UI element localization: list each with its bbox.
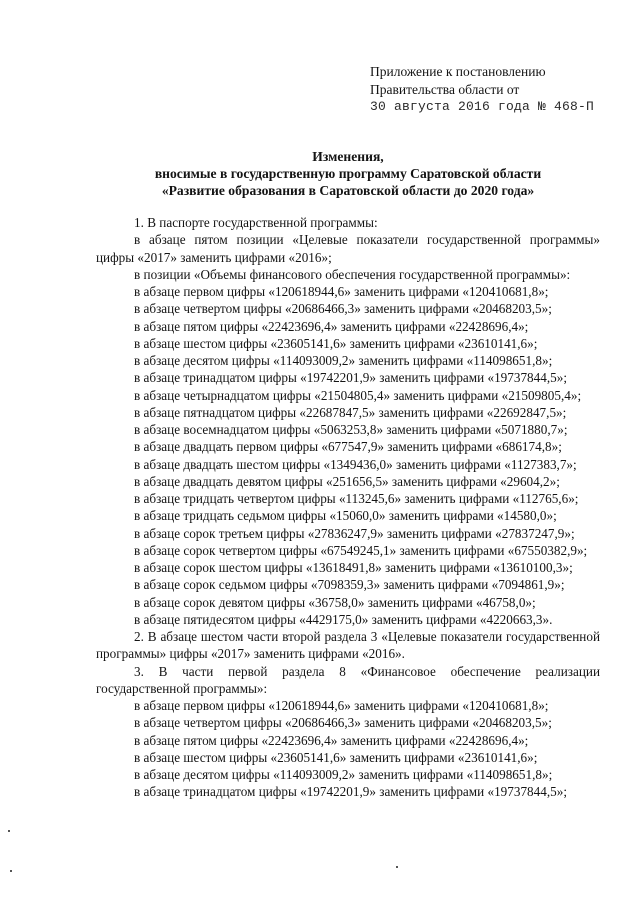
section-2-heading: 2. В абзаце шестом части второй раздела 3 «Целевые показатели государственной программы» цифры «2017» заменить цифрами «2016». xyxy=(96,629,600,662)
paragraph: в абзаце первом цифры «120618944,6» заменить цифрами «120410681,8»; xyxy=(134,284,549,299)
paragraph: в абзаце двадцать первом цифры «677547,9» заменить цифрами «686174,8»; xyxy=(134,439,562,455)
paragraph: в абзаце тридцать седьмом цифры «15060,0» заменить цифрами «14580,0»; xyxy=(134,508,557,524)
section-1-heading: 1. В паспорте государственной программы: xyxy=(134,215,378,230)
document-title xyxy=(96,148,600,199)
title-line-1: Изменения, xyxy=(312,149,384,164)
paragraph: в абзаце пятидесятом цифры «4429175,0» заменить цифрами «4220663,3». xyxy=(134,611,553,627)
paragraph: в абзаце десятом цифры «114093009,2» заменить цифрами «114098651,8»; xyxy=(134,767,553,782)
paragraph: в абзаце десятом цифры «114093009,2» заменить цифрами «114098651,8»; xyxy=(134,353,553,368)
scan-speck xyxy=(10,870,12,872)
paragraph: в абзаце сорок третьем цифры «27836247,9» заменить цифрами «27837247,9»; xyxy=(134,525,575,541)
appendix-block xyxy=(370,63,632,116)
title-line-2: вносимые в государственную программу Саратовской области xyxy=(154,166,542,181)
paragraph: в абзаце сорок четвертом цифры «67549245,1» заменить цифрами «67550382,9»; xyxy=(134,542,588,558)
paragraph: в абзаце двадцать девятом цифры «251656,5» заменить цифрами «29604,2»; xyxy=(134,473,560,489)
paragraph: в абзаце четвертом цифры «20686466,3» заменить цифрами «20468203,5»; xyxy=(134,715,552,731)
document-body xyxy=(96,214,600,801)
paragraph: в позиции «Объемы финансового обеспечения государственной программы»: xyxy=(134,266,571,282)
paragraph: в абзаце пятом позиции «Целевые показатели государственной программы» цифры «2017» заменить цифрами «2016»; xyxy=(96,232,600,265)
paragraph: в абзаце пятнадцатом цифры «22687847,5» заменить цифрами «22692847,5»; xyxy=(134,404,567,420)
paragraph: в абзаце тридцать четвертом цифры «113245,6» заменить цифрами «112765,6»; xyxy=(134,491,579,506)
paragraph: в абзаце пятом цифры «22423696,4» заменить цифрами «22428696,4»; xyxy=(134,732,529,748)
appendix-line-2: Правительства области от xyxy=(370,81,520,97)
paragraph: в абзаце первом цифры «120618944,6» заменить цифрами «120410681,8»; xyxy=(134,698,549,713)
appendix-date-stamp: 30 августа 2016 года № 468-П xyxy=(370,99,595,114)
paragraph: в абзаце шестом цифры «23605141,6» заменить цифрами «23610141,6»; xyxy=(134,335,538,351)
scan-speck xyxy=(396,866,398,868)
title-line-3: «Развитие образования в Саратовской области до 2020 года» xyxy=(161,183,535,198)
appendix-line-1: Приложение к постановлению xyxy=(370,64,546,79)
paragraph: в абзаце сорок шестом цифры «13618491,8» заменить цифрами «13610100,3»; xyxy=(134,560,573,575)
paragraph: в абзаце шестом цифры «23605141,6» заменить цифрами «23610141,6»; xyxy=(134,749,538,765)
paragraph: в абзаце двадцать шестом цифры «1349436,0» заменить цифрами «1127383,7»; xyxy=(134,456,577,472)
paragraph: в абзаце сорок девятом цифры «36758,0» заменить цифрами «46758,0»; xyxy=(134,594,536,610)
section-3-heading: 3. В части первой раздела 8 «Финансовое обеспечение реализации государственной программы»: xyxy=(96,663,600,696)
scan-speck xyxy=(8,830,10,832)
paragraph: в абзаце пятом цифры «22423696,4» заменить цифрами «22428696,4»; xyxy=(134,318,529,334)
paragraph: в абзаце тринадцатом цифры «19742201,9» заменить цифрами «19737844,5»; xyxy=(134,784,567,800)
paragraph: в абзаце сорок седьмом цифры «7098359,3» заменить цифрами «7094861,9»; xyxy=(134,577,565,593)
paragraph: в абзаце четырнадцатом цифры «21504805,4» заменить цифрами «21509805,4»; xyxy=(134,387,582,403)
paragraph: в абзаце четвертом цифры «20686466,3» заменить цифрами «20468203,5»; xyxy=(134,301,552,317)
paragraph: в абзаце тринадцатом цифры «19742201,9» заменить цифрами «19737844,5»; xyxy=(134,370,567,386)
paragraph: в абзаце восемнадцатом цифры «5063253,8» заменить цифрами «5071880,7»; xyxy=(134,422,568,437)
